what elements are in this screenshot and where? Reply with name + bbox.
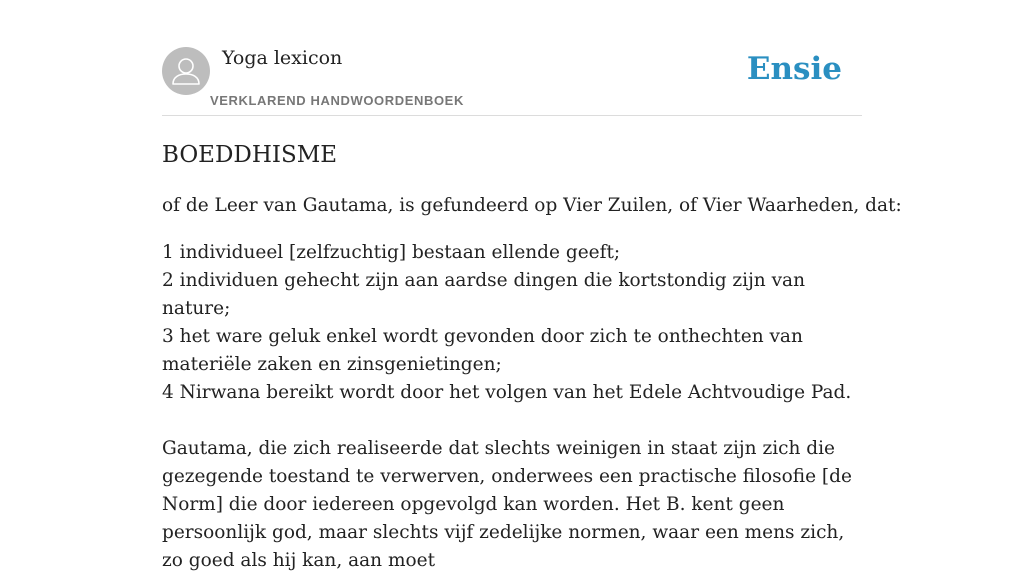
brand-logo[interactable]: Ensie [746,51,842,87]
entry-body [162,192,902,575]
header [162,0,862,116]
entry-point: 3 het ware geluk enkel wordt gevonden door zich te onthechten van materiële zaken en zinsgenietingen; [162,326,803,375]
book-subtitle: VERKLAREND HANDWOORDENBOEK [210,93,464,108]
entry-point: 4 Nirwana bereikt wordt door het volgen van het Edele Achtvoudige Pad. [162,382,852,403]
entry-point: 2 individuen gehecht zijn aan aardse dingen die kortstondig zijn van nature; [162,270,806,319]
entry-paragraph: Gautama, die zich realiseerde dat slechts weinigen in staat zijn zich die gezegende toestand te verwerven, onderwees een practische filosofie [de Norm] die door iedereen opgevolgd kan worden. Het B. kent geen persoonlijk god, maar slechts vijf zedelijke normen, waar een mens zich, zo goed als hij kan, aan moet [162,438,852,571]
book-title[interactable]: Yoga lexicon [222,47,343,69]
entry-intro: of de Leer van Gautama, is gefundeerd op Vier Zuilen, of Vier Waarheden, dat: [162,195,902,216]
avatar[interactable] [162,47,210,95]
user-icon [162,47,210,95]
entry-point: 1 individueel [zelfzuchtig] bestaan ellende geeft; [162,242,621,263]
content-column [162,0,902,571]
entry-title: BOEDDHISME [162,142,338,168]
paragraph-spacer [162,407,862,435]
